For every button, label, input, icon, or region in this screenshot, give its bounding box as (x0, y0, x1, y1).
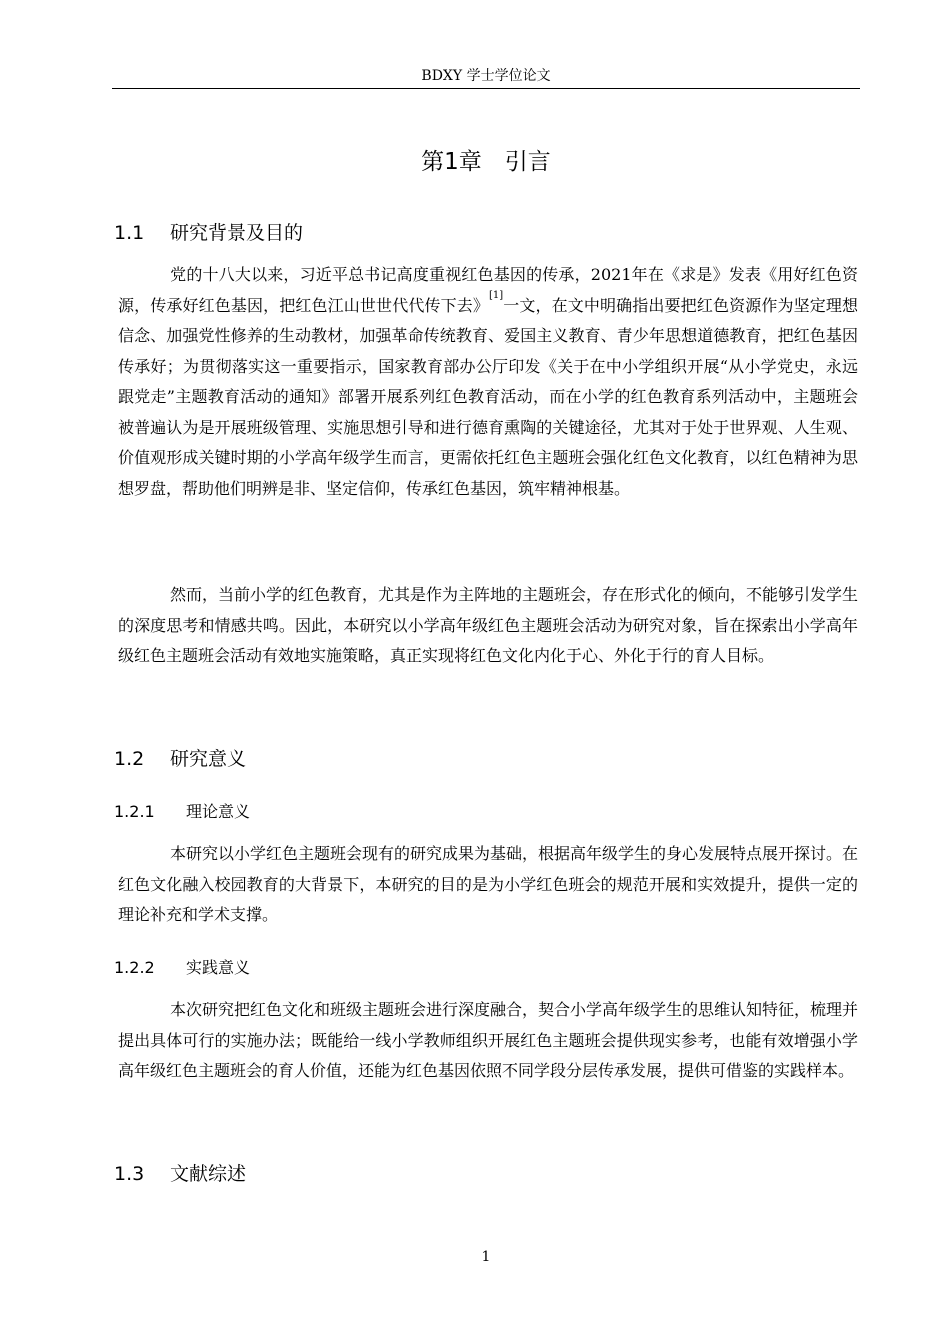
section-title: 研究背景及目的 (170, 222, 304, 244)
paragraph-text: 一文，在文中明确指出要把红色资源作为坚定理想信念、加强党性修养的生动教材，加强革命传统教育、爱国主义教育、青少年思想道德教育，把红色基因传承好；为贯彻落实这一重要指示，国家教育部办公厅印发《关于在中小学组织开展“从小学党史，永远跟党走”主题教育活动的通知》部署开展系列红色教育活动，而在小学的红色教育系列活动中，主题班会被普遍认为是开展班级管理、实施思想引导和进行德育熏陶的关键途径，尤其对于处于世界观、人生观、价值观形成关键时期的小学高年级学生而言，更需依托红色主题班会强化红色文化教育，以红色精神为思想罗盘，帮助他们明辨是非、坚定信仰，传承红色基因，筑牢精神根基。 (118, 295, 858, 498)
subsection-title: 实践意义 (186, 958, 251, 977)
subsection-heading-1-2-1 (114, 800, 250, 824)
paragraph-text: 本研究以小学红色主题班会现有的研究成果为基础，根据高年级学生的身心发展特点展开探讨。在红色文化融入校园教育的大背景下，本研究的目的是为小学红色班会的规范开展和实效提升，提供一定的理论补充和学术支撑。 (118, 844, 859, 924)
chapter-title: 第1章 引言 (421, 149, 551, 175)
running-header: BDXY 学士学位论文 (421, 68, 551, 84)
header-divider (112, 88, 860, 89)
body-paragraph (118, 839, 858, 931)
subsection-number: 1.2.1 (114, 802, 155, 821)
paragraph-text: 党的十八大以来，习近平总书记高度重视红色基因的传承，2021年在《求是》发表《用好红色资源，传承好红色基因，把红色江山世世代代传下去》 (118, 265, 858, 315)
section-heading-1-2 (114, 746, 246, 772)
section-heading-1-1 (114, 220, 303, 246)
citation-marker[interactable]: [1] (488, 289, 504, 301)
body-paragraph (118, 995, 858, 1087)
page-number: 1 (481, 1249, 491, 1265)
subsection-number: 1.2.2 (114, 958, 155, 977)
section-number: 1.3 (114, 1163, 145, 1185)
body-paragraph (118, 580, 858, 672)
subsection-heading-1-2-2 (114, 956, 250, 980)
section-number: 1.2 (114, 748, 145, 770)
paragraph-text: 本次研究把红色文化和班级主题班会进行深度融合，契合小学高年级学生的思维认知特征，梳理并提出具体可行的实施办法；既能给一线小学教师组织开展红色主题班会提供现实参考，也能有效增强小学高年级红色主题班会的育人价值，还能为红色基因依照不同学段分层传承发展，提供可借鉴的实践样本。 (118, 1000, 859, 1080)
body-paragraph (118, 260, 858, 504)
section-title: 文献综述 (170, 1163, 247, 1185)
paragraph-text: 然而，当前小学的红色教育，尤其是作为主阵地的主题班会，存在形式化的倾向，不能够引发学生的深度思考和情感共鸣。因此，本研究以小学高年级红色主题班会活动为研究对象，旨在探索出小学高年级红色主题班会活动有效地实施策略，真正实现将红色文化内化于心、外化于行的育人目标。 (118, 585, 859, 665)
section-heading-1-3 (114, 1161, 246, 1187)
section-title: 研究意义 (170, 748, 247, 770)
section-number: 1.1 (114, 222, 145, 244)
subsection-title: 理论意义 (186, 802, 251, 821)
